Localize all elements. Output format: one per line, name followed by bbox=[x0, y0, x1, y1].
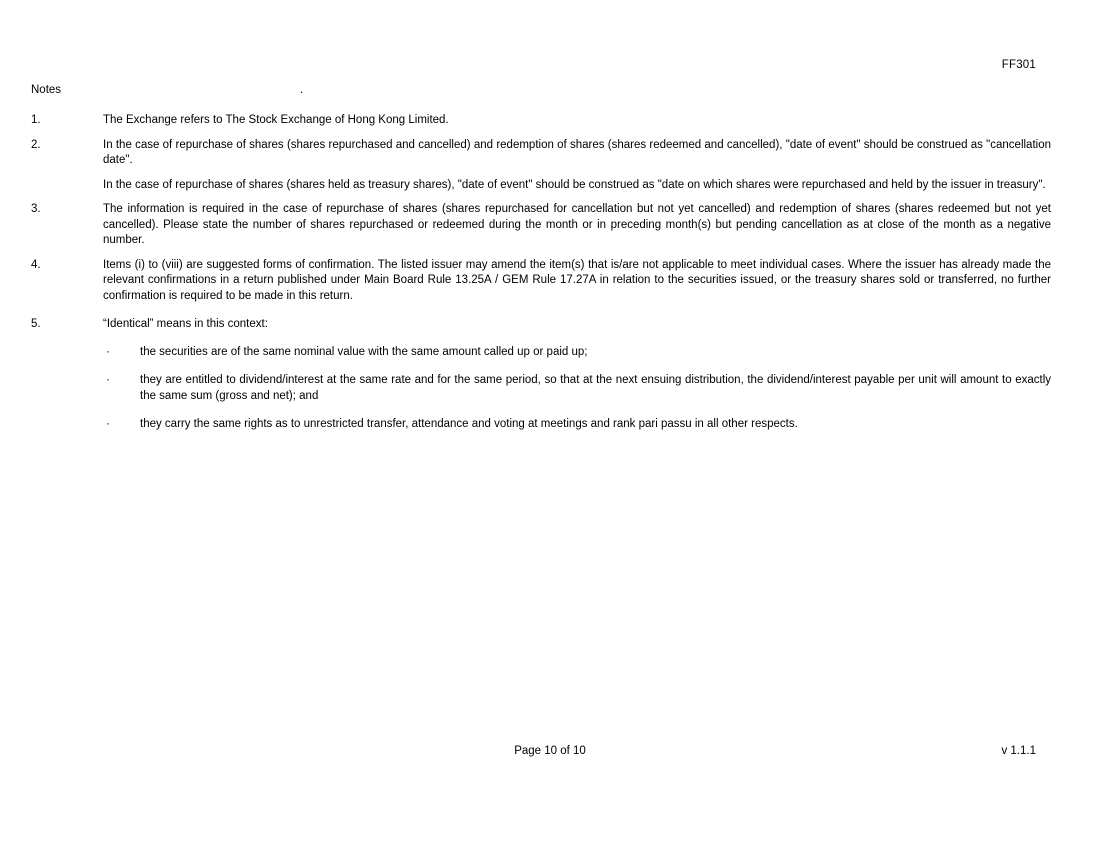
note-sub-text: they carry the same rights as to unrestricted transfer, attendance and voting at meetings and rank pari passu in all other respects. bbox=[140, 418, 798, 430]
stray-mark: . bbox=[300, 84, 304, 96]
note-paragraph: The information is required in the case of repurchase of shares (shares repurchased for cancellation but not yet cancelled) and redemption of shares (shares redeemed but not yet cancelled). Please state the number of shares repurchased or redeemed during the month or in preceding month(s) but pending cancellation as at close of the month as a negative number. bbox=[103, 203, 1051, 246]
note-item bbox=[31, 258, 1051, 305]
note-body bbox=[103, 317, 1051, 433]
note-number: 5. bbox=[31, 318, 41, 330]
note-paragraph: In the case of repurchase of shares (shares repurchased and cancelled) and redemption of shares (shares redeemed and cancelled), "date of event" should be construed as "cancellation date". bbox=[103, 138, 1051, 166]
note-sub-item bbox=[103, 417, 1051, 433]
note-sub-item bbox=[103, 345, 1051, 361]
bullet-icon: · bbox=[106, 374, 110, 386]
page-number: Page 10 of 10 bbox=[514, 745, 586, 757]
note-item bbox=[31, 317, 1051, 433]
note-body bbox=[103, 202, 1051, 249]
notes-heading: Notes bbox=[31, 84, 62, 96]
note-body bbox=[103, 138, 1051, 194]
bullet-icon: · bbox=[106, 418, 110, 430]
note-paragraph: “Identical” means in this context: bbox=[103, 318, 268, 330]
form-code: FF301 bbox=[1001, 59, 1036, 71]
note-item bbox=[31, 113, 1051, 129]
note-sub-list bbox=[103, 345, 1051, 433]
note-body bbox=[103, 113, 1051, 129]
notes-list bbox=[31, 113, 1051, 442]
note-body bbox=[103, 258, 1051, 305]
note-item bbox=[31, 202, 1051, 249]
note-paragraph: In the case of repurchase of shares (shares held as treasury shares), "date of event" should be construed as "date on which shares were repurchased and held by the issuer in treasury". bbox=[103, 178, 1046, 191]
note-paragraph: The Exchange refers to The Stock Exchange of Hong Kong Limited. bbox=[103, 114, 449, 126]
version-label: v 1.1.1 bbox=[1001, 745, 1036, 757]
note-number: 2. bbox=[31, 138, 41, 151]
note-number: 3. bbox=[31, 203, 41, 215]
note-number: 1. bbox=[31, 114, 41, 126]
note-paragraph: Items (i) to (viii) are suggested forms of confirmation. The listed issuer may amend the item(s) that is/are not applicable to meet individual cases. Where the issuer has already made the relevant confirmations in a return published under Main Board Rule 13.25A / GEM Rule 17.27A in relation to the securities issued, or the treasury shares sold or transferred, no further confirmation is required to be made in this return. bbox=[103, 258, 1051, 302]
note-sub-text: the securities are of the same nominal value with the same amount called up or paid up; bbox=[140, 345, 588, 358]
note-sub-item bbox=[103, 373, 1051, 404]
note-sub-text: they are entitled to dividend/interest at the same rate and for the same period, so that at the next ensuing distribution, the dividend/interest payable per unit will amount to exactly the same sum (gross and net); and bbox=[140, 374, 1051, 402]
bullet-icon: · bbox=[106, 345, 110, 358]
note-item bbox=[31, 138, 1051, 194]
note-number: 4. bbox=[31, 258, 41, 271]
